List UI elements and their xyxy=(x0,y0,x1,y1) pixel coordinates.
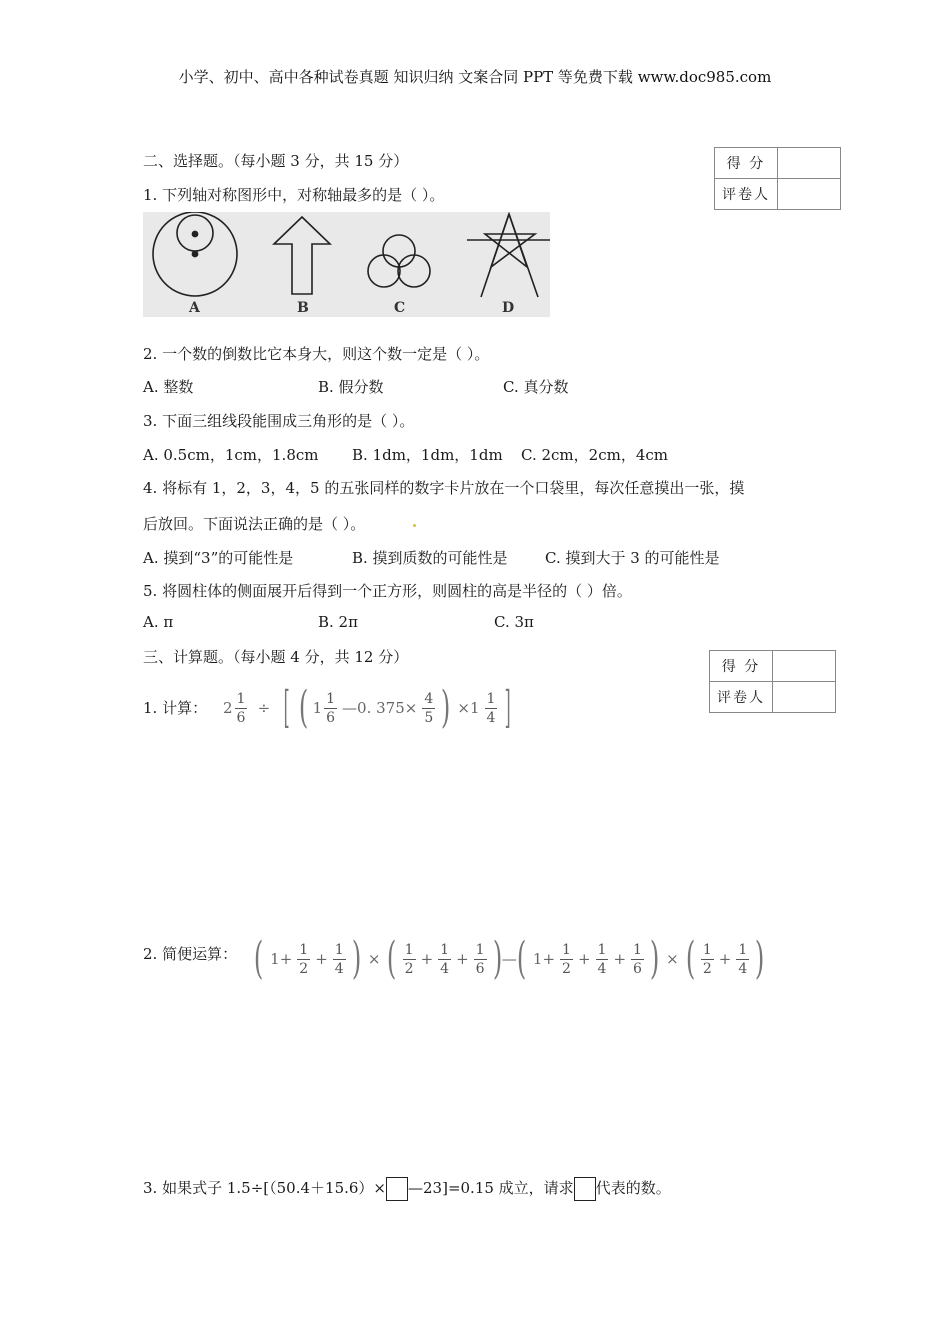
plus-sign: + xyxy=(456,950,469,968)
unknown-box[interactable] xyxy=(386,1177,408,1201)
grader-cell[interactable] xyxy=(773,682,836,713)
shape-c-three-circles xyxy=(368,235,430,287)
whole-number: 1 xyxy=(312,699,323,717)
one-plus: 1+ xyxy=(270,950,293,968)
q2-3-option-c: C. 2cm，2cm，4cm xyxy=(521,446,668,464)
times-sign: × xyxy=(666,950,679,968)
score-label: 得 分 xyxy=(715,148,778,179)
q3-1-label: 1. 计算： xyxy=(143,699,208,717)
left-paren: ( xyxy=(299,682,309,733)
shape-a-label: A xyxy=(189,300,200,316)
q3-3-part-a: 3. 如果式子 1.5÷[（50.4＋15.6）× xyxy=(143,1179,386,1197)
plus-sign: + xyxy=(315,950,328,968)
q2-3-text: 3. 下面三组线段能围成三角形的是（ ）。 xyxy=(143,412,415,430)
q2-4-option-b: B. 摸到质数的可能性是 xyxy=(352,549,508,567)
times-sign: × xyxy=(367,950,381,968)
fraction-quarter: $\frac{1}{4}$ xyxy=(334,941,344,977)
right-bracket: ] xyxy=(505,682,512,733)
plus-sign: + xyxy=(420,950,434,968)
fraction-half: $\frac{1}{2}$ xyxy=(562,941,571,977)
fraction-half: $\frac{1}{2}$ xyxy=(299,941,309,977)
plus-sign: + xyxy=(718,950,732,968)
page-header: 小学、初中、高中各种试卷真题 知识归纳 文案合同 PPT 等免费下载 www.doc985.com xyxy=(178,68,772,86)
one-plus: 1+ xyxy=(532,950,556,968)
fraction-half: $\frac{1}{2}$ xyxy=(702,941,712,977)
plus-sign: + xyxy=(577,950,591,968)
q2-4-option-a: A. 摸到“3”的可能性是 xyxy=(143,549,294,567)
q2-2-option-b: B. 假分数 xyxy=(318,378,384,396)
fraction: $\frac{1}{6}$ xyxy=(326,690,336,726)
q2-5-option-c: C. 3π xyxy=(494,613,534,631)
grader-cell[interactable] xyxy=(778,179,841,210)
times-term: ×1 xyxy=(457,699,480,717)
right-paren: ) xyxy=(441,682,451,733)
q3-2-label: 2. 简便运算： xyxy=(143,945,238,963)
q2-1-text: 1. 下列轴对称图形中，对称轴最多的是（ ）。 xyxy=(143,186,445,204)
q2-5-text: 5. 将圆柱体的侧面展开后得到一个正方形，则圆柱的高是半径的（ ）倍。 xyxy=(143,582,632,600)
fraction: $\frac{1}{6}$ xyxy=(236,690,246,726)
shape-a-circle xyxy=(153,212,237,296)
stray-dot-mark xyxy=(413,524,416,527)
q3-2-expression xyxy=(250,933,768,984)
left-paren: ( xyxy=(387,933,397,984)
symmetry-shapes-svg xyxy=(143,212,550,317)
right-paren: ) xyxy=(492,933,502,984)
shape-c-label: C xyxy=(394,300,406,316)
score-cell[interactable] xyxy=(778,148,841,179)
q2-5-option-a: A. π xyxy=(143,613,174,631)
minus-sign: — xyxy=(501,950,517,968)
q2-5-option-b: B. 2π xyxy=(318,613,358,631)
q2-4-text-line2: 后放回。下面说法正确的是（ ）。 xyxy=(143,515,366,533)
right-paren: ) xyxy=(351,933,362,984)
left-paren: ( xyxy=(253,933,264,984)
q2-3-option-b: B. 1dm，1dm，1dm xyxy=(352,446,503,464)
score-box-section3 xyxy=(709,650,836,713)
fraction: $\frac{4}{5}$ xyxy=(424,690,434,726)
grader-label: 评卷人 xyxy=(710,682,773,713)
q3-1-expression xyxy=(220,682,517,733)
score-box-section2 xyxy=(714,147,841,210)
shape-d-label: D xyxy=(502,300,515,316)
q2-4-option-c: C. 摸到大于 3 的可能性是 xyxy=(545,549,720,567)
grader-label: 评卷人 xyxy=(715,179,778,210)
q2-2-option-a: A. 整数 xyxy=(143,378,194,396)
q2-2-text: 2. 一个数的倒数比它本身大，则这个数一定是（ ）。 xyxy=(143,345,490,363)
fraction-quarter: $\frac{1}{4}$ xyxy=(440,941,450,977)
left-bracket: [ xyxy=(283,682,290,733)
whole-number: 2 xyxy=(223,699,233,717)
q2-3-option-a: A. 0.5cm，1cm，1.8cm xyxy=(143,446,319,464)
fraction-quarter: $\frac{1}{4}$ xyxy=(597,941,607,977)
q3-3-part-c: 代表的数。 xyxy=(595,1179,671,1197)
shape-b-arrow xyxy=(274,217,330,294)
score-label: 得 分 xyxy=(710,651,773,682)
q3-3-text xyxy=(143,1177,671,1201)
right-paren: ) xyxy=(649,933,660,984)
section3-title: 三、计算题。（每小题 4 分，共 12 分） xyxy=(143,648,409,666)
minus-term: —0. 375× xyxy=(342,699,418,717)
left-paren: ( xyxy=(516,933,527,984)
shape-b-label: B xyxy=(297,300,309,316)
q2-2-option-c: C. 真分数 xyxy=(503,378,569,396)
q2-4-text-line1: 4. 将标有 1，2，3，4，5 的五张同样的数字卡片放在一个口袋里，每次任意摸出一张，摸 xyxy=(143,479,745,497)
plus-sign: + xyxy=(613,950,627,968)
fraction-half: $\frac{1}{2}$ xyxy=(404,941,414,977)
fraction-sixth: $\frac{1}{6}$ xyxy=(475,941,485,977)
fraction-quarter: $\frac{1}{4}$ xyxy=(738,941,748,977)
section2-title: 二、选择题。（每小题 3 分，共 15 分） xyxy=(143,152,409,170)
score-cell[interactable] xyxy=(773,651,836,682)
fraction: $\frac{1}{4}$ xyxy=(486,690,496,726)
unknown-box[interactable] xyxy=(574,1177,596,1201)
right-paren: ) xyxy=(755,933,765,984)
q3-3-part-b: —23]=0.15 成立，请求 xyxy=(408,1179,574,1197)
divide-sign: ÷ xyxy=(257,699,271,717)
symmetry-figure xyxy=(143,212,550,317)
left-paren: ( xyxy=(685,933,696,984)
fraction-sixth: $\frac{1}{6}$ xyxy=(633,941,642,977)
shape-d-star xyxy=(467,214,550,297)
